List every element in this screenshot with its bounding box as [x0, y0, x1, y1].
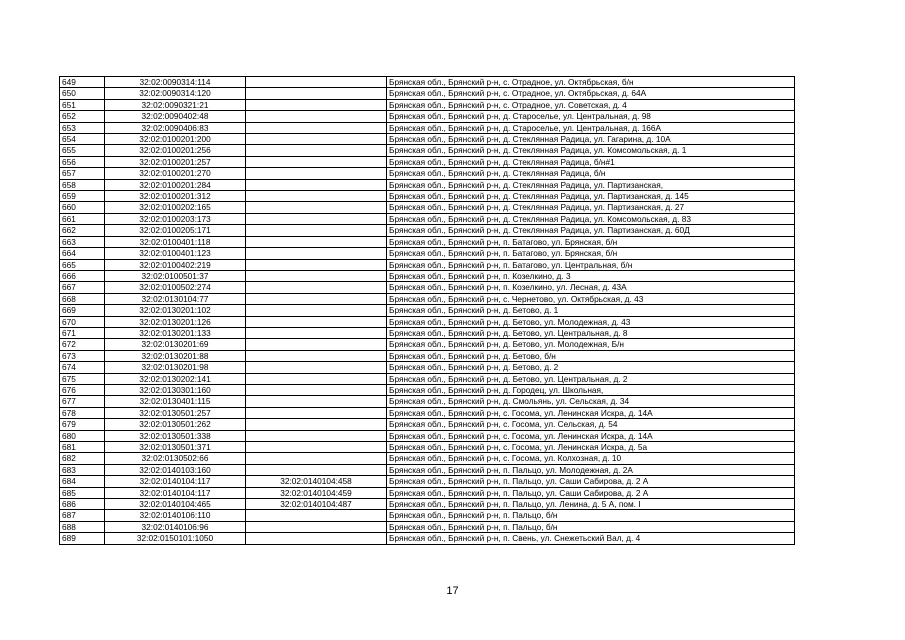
table-row: [60, 202, 795, 213]
address-cell: Брянская обл., Брянский р-н, с. Отрадное, ул. Советская, д. 4: [387, 99, 795, 110]
table-row: [60, 419, 795, 430]
cadastral-number-cell: 32:02:0140103:160: [105, 464, 246, 475]
related-cadastral-number-cell: [246, 225, 387, 236]
row-number-cell: 689: [60, 533, 105, 544]
row-number-cell: 682: [60, 453, 105, 464]
address-cell: Брянская обл., Брянский р-н, п. Козелкино, д. 3: [387, 270, 795, 281]
related-cadastral-number-cell: [246, 293, 387, 304]
related-cadastral-number-cell: [246, 77, 387, 88]
row-number-cell: 649: [60, 77, 105, 88]
address-cell: Брянская обл., Брянский р-н, д. Стеклянная Радица, ул. Гагарина, д. 10А: [387, 134, 795, 145]
related-cadastral-number-cell: [246, 134, 387, 145]
related-cadastral-number-cell: [246, 270, 387, 281]
row-number-cell: 669: [60, 305, 105, 316]
table-row: [60, 362, 795, 373]
table-row: [60, 282, 795, 293]
related-cadastral-number-cell: [246, 362, 387, 373]
address-cell: Брянская обл., Брянский р-н, п. Батагово, ул. Центральная, б/н: [387, 259, 795, 270]
address-cell: Брянская обл., Брянский р-н, д. Стеклянная Радица, ул. Партизанская,: [387, 179, 795, 190]
cadastral-number-cell: 32:02:0130201:88: [105, 350, 246, 361]
address-cell: Брянская обл., Брянский р-н, п. Батагово, ул. Брянская, б/н: [387, 236, 795, 247]
cadastral-number-cell: 32:02:0100202:165: [105, 202, 246, 213]
address-cell: Брянская обл., Брянский р-н, д. Стеклянная Радица, ул. Партизанская, д. 60Д: [387, 225, 795, 236]
table-row: [60, 191, 795, 202]
row-number-cell: 679: [60, 419, 105, 430]
address-cell: Брянская обл., Брянский р-н, с. Госома, ул. Колхозная, д. 10: [387, 453, 795, 464]
cadastral-number-cell: 32:02:0130401:115: [105, 396, 246, 407]
table-row: [60, 510, 795, 521]
address-cell: Брянская обл., Брянский р-н, д. Бетово, д. 1: [387, 305, 795, 316]
cadastral-number-cell: 32:02:0150101:1050: [105, 533, 246, 544]
related-cadastral-number-cell: [246, 111, 387, 122]
table-row: [60, 316, 795, 327]
row-number-cell: 658: [60, 179, 105, 190]
address-cell: Брянская обл., Брянский р-н, д. Стеклянная Радица, ул. Комсомольская, д. 83: [387, 213, 795, 224]
related-cadastral-number-cell: [246, 384, 387, 395]
table-row: [60, 179, 795, 190]
related-cadastral-number-cell: [246, 419, 387, 430]
address-cell: Брянская обл., Брянский р-н, п. Пальцо, ул. Саши Сабирова, д. 2 А: [387, 487, 795, 498]
address-cell: Брянская обл., Брянский р-н, п. Пальцо, ул. Ленина, д. 5 А, пом. I: [387, 499, 795, 510]
row-number-cell: 665: [60, 259, 105, 270]
table-row: [60, 533, 795, 544]
row-number-cell: 680: [60, 430, 105, 441]
table-row: [60, 396, 795, 407]
address-cell: Брянская обл., Брянский р-н, с. Отрадное, ул. Октябрьская, д. 64А: [387, 88, 795, 99]
related-cadastral-number-cell: [246, 533, 387, 544]
cadastral-number-cell: 32:02:0100201:284: [105, 179, 246, 190]
row-number-cell: 667: [60, 282, 105, 293]
table-row: [60, 77, 795, 88]
address-cell: Брянская обл., Брянский р-н, с. Госома, ул. Ленинская Искра, д. 14А: [387, 430, 795, 441]
row-number-cell: 676: [60, 384, 105, 395]
row-number-cell: 688: [60, 521, 105, 532]
table-row: [60, 111, 795, 122]
address-cell: Брянская обл., Брянский р-н, с. Госома, ул. Ленинская Искра, д. 5а: [387, 442, 795, 453]
row-number-cell: 675: [60, 373, 105, 384]
row-number-cell: 685: [60, 487, 105, 498]
table-row: [60, 339, 795, 350]
address-cell: Брянская обл., Брянский р-н, д. Староселье, ул. Центральная, д. 98: [387, 111, 795, 122]
page-number: 17: [446, 585, 459, 597]
cadastral-number-cell: 32:02:0100401:118: [105, 236, 246, 247]
address-cell: Брянская обл., Брянский р-н, д. Стеклянная Радица, ул. Партизанская, д. 27: [387, 202, 795, 213]
table-row: [60, 225, 795, 236]
row-number-cell: 663: [60, 236, 105, 247]
cadastral-number-cell: 32:02:0100201:257: [105, 156, 246, 167]
table-row: [60, 145, 795, 156]
cadastral-number-cell: 32:02:0130501:257: [105, 407, 246, 418]
address-cell: Брянская обл., Брянский р-н, д. Смольянь, ул. Сельская, д. 34: [387, 396, 795, 407]
related-cadastral-number-cell: [246, 99, 387, 110]
row-number-cell: 666: [60, 270, 105, 281]
address-cell: Брянская обл., Брянский р-н, п. Свень, ул. Снежетьский Вал, д. 4: [387, 533, 795, 544]
related-cadastral-number-cell: [246, 442, 387, 453]
related-cadastral-number-cell: [246, 407, 387, 418]
row-number-cell: 677: [60, 396, 105, 407]
table-row: [60, 407, 795, 418]
row-number-cell: 670: [60, 316, 105, 327]
row-number-cell: 656: [60, 156, 105, 167]
table-row: [60, 236, 795, 247]
address-cell: Брянская обл., Брянский р-н, д. Бетово, ул. Молодежная, д. 43: [387, 316, 795, 327]
table-row: [60, 213, 795, 224]
row-number-cell: 664: [60, 248, 105, 259]
cadastral-number-cell: 32:02:0090402:48: [105, 111, 246, 122]
table-row: [60, 373, 795, 384]
row-number-cell: 661: [60, 213, 105, 224]
cadastral-number-cell: 32:02:0140106:96: [105, 521, 246, 532]
cadastral-number-cell: 32:02:0130501:371: [105, 442, 246, 453]
row-number-cell: 681: [60, 442, 105, 453]
cadastral-number-cell: 32:02:0100201:270: [105, 168, 246, 179]
address-cell: Брянская обл., Брянский р-н, с. Госома, ул. Сельская, д. 54: [387, 419, 795, 430]
table-row: [60, 248, 795, 259]
address-cell: Брянская обл., Брянский р-н, п. Пальцо, б/н: [387, 510, 795, 521]
table-row: [60, 327, 795, 338]
row-number-cell: 668: [60, 293, 105, 304]
table-row: [60, 384, 795, 395]
cadastral-number-cell: 32:02:0100501:37: [105, 270, 246, 281]
table-row: [60, 476, 795, 487]
cadastral-number-cell: 32:02:0130502:66: [105, 453, 246, 464]
cadastral-number-cell: 32:02:0100201:200: [105, 134, 246, 145]
related-cadastral-number-cell: [246, 122, 387, 133]
table-row: [60, 442, 795, 453]
table-row: [60, 122, 795, 133]
address-cell: Брянская обл., Брянский р-н, п. Пальцо, ул. Молодежная, д. 2А: [387, 464, 795, 475]
address-cell: Брянская обл., Брянский р-н, д. Бетово, д. 2: [387, 362, 795, 373]
row-number-cell: 683: [60, 464, 105, 475]
related-cadastral-number-cell: [246, 259, 387, 270]
related-cadastral-number-cell: [246, 156, 387, 167]
table-row: [60, 305, 795, 316]
address-cell: Брянская обл., Брянский р-н, п. Козелкино, ул. Лесная, д. 43А: [387, 282, 795, 293]
address-cell: Брянская обл., Брянский р-н, д. Бетово, ул. Молодежная, Б/н: [387, 339, 795, 350]
row-number-cell: 660: [60, 202, 105, 213]
related-cadastral-number-cell: [246, 305, 387, 316]
row-number-cell: 655: [60, 145, 105, 156]
related-cadastral-number-cell: [246, 453, 387, 464]
related-cadastral-number-cell: [246, 145, 387, 156]
cadastral-number-cell: 32:02:0140104:117: [105, 476, 246, 487]
related-cadastral-number-cell: [246, 316, 387, 327]
address-cell: Брянская обл., Брянский р-н, п. Пальцо, ул. Саши Сабирова, д. 2 А: [387, 476, 795, 487]
cadastral-number-cell: 32:02:0100401:123: [105, 248, 246, 259]
registry-table: [59, 76, 795, 545]
related-cadastral-number-cell: [246, 282, 387, 293]
related-cadastral-number-cell: [246, 202, 387, 213]
address-cell: Брянская обл., Брянский р-н, д. Староселье, ул. Центральная, д. 166А: [387, 122, 795, 133]
related-cadastral-number-cell: [246, 88, 387, 99]
related-cadastral-number-cell: [246, 213, 387, 224]
cadastral-number-cell: 32:02:0130104:77: [105, 293, 246, 304]
row-number-cell: 650: [60, 88, 105, 99]
row-number-cell: 653: [60, 122, 105, 133]
cadastral-number-cell: 32:02:0100203:173: [105, 213, 246, 224]
related-cadastral-number-cell: 32:02:0140104:459: [246, 487, 387, 498]
address-cell: Брянская обл., Брянский р-н, д. Стеклянная Радица, б/н: [387, 168, 795, 179]
table-row: [60, 156, 795, 167]
row-number-cell: 687: [60, 510, 105, 521]
row-number-cell: 672: [60, 339, 105, 350]
table-row: [60, 168, 795, 179]
row-number-cell: 654: [60, 134, 105, 145]
table-row: [60, 88, 795, 99]
row-number-cell: 686: [60, 499, 105, 510]
row-number-cell: 651: [60, 99, 105, 110]
address-cell: Брянская обл., Брянский р-н, д. Городец, ул. Школьная,: [387, 384, 795, 395]
cadastral-number-cell: 32:02:0100502:274: [105, 282, 246, 293]
address-cell: Брянская обл., Брянский р-н, п. Батагово, ул. Брянская, б/н: [387, 248, 795, 259]
cadastral-number-cell: 32:02:0090314:114: [105, 77, 246, 88]
address-cell: Брянская обл., Брянский р-н, д. Бетово, ул. Центральная, д. 2: [387, 373, 795, 384]
related-cadastral-number-cell: [246, 339, 387, 350]
cadastral-number-cell: 32:02:0090321:21: [105, 99, 246, 110]
cadastral-number-cell: 32:02:0100402:219: [105, 259, 246, 270]
cadastral-number-cell: 32:02:0090406:83: [105, 122, 246, 133]
related-cadastral-number-cell: [246, 327, 387, 338]
related-cadastral-number-cell: [246, 373, 387, 384]
row-number-cell: 652: [60, 111, 105, 122]
address-cell: Брянская обл., Брянский р-н, д. Стеклянная Радица, ул. Комсомольская, д. 1: [387, 145, 795, 156]
address-cell: Брянская обл., Брянский р-н, д. Стеклянная Радица, б/н#1: [387, 156, 795, 167]
related-cadastral-number-cell: 32:02:0140104:458: [246, 476, 387, 487]
table-row: [60, 521, 795, 532]
related-cadastral-number-cell: [246, 430, 387, 441]
row-number-cell: 659: [60, 191, 105, 202]
table-row: [60, 259, 795, 270]
related-cadastral-number-cell: [246, 191, 387, 202]
related-cadastral-number-cell: [246, 510, 387, 521]
address-cell: Брянская обл., Брянский р-н, п. Пальцо, б/н: [387, 521, 795, 532]
cadastral-number-cell: 32:02:0140104:117: [105, 487, 246, 498]
table-row: [60, 134, 795, 145]
related-cadastral-number-cell: [246, 248, 387, 259]
cadastral-number-cell: 32:02:0130201:69: [105, 339, 246, 350]
table-row: [60, 499, 795, 510]
related-cadastral-number-cell: [246, 521, 387, 532]
address-cell: Брянская обл., Брянский р-н, с. Отрадное, ул. Октябрьская, б/н: [387, 77, 795, 88]
address-cell: Брянская обл., Брянский р-н, д. Бетово, б/н: [387, 350, 795, 361]
table-row: [60, 487, 795, 498]
row-number-cell: 684: [60, 476, 105, 487]
cadastral-number-cell: 32:02:0140106:110: [105, 510, 246, 521]
table-row: [60, 453, 795, 464]
cadastral-number-cell: 32:02:0100201:312: [105, 191, 246, 202]
cadastral-number-cell: 32:02:0130201:102: [105, 305, 246, 316]
row-number-cell: 674: [60, 362, 105, 373]
related-cadastral-number-cell: [246, 236, 387, 247]
cadastral-number-cell: 32:02:0130501:262: [105, 419, 246, 430]
cadastral-number-cell: 32:02:0140104:465: [105, 499, 246, 510]
table-row: [60, 99, 795, 110]
row-number-cell: 657: [60, 168, 105, 179]
address-cell: Брянская обл., Брянский р-н, с. Чернетово, ул. Октябрьская, д. 43: [387, 293, 795, 304]
table-row: [60, 350, 795, 361]
related-cadastral-number-cell: [246, 168, 387, 179]
cadastral-number-cell: 32:02:0130202:141: [105, 373, 246, 384]
related-cadastral-number-cell: [246, 350, 387, 361]
cadastral-number-cell: 32:02:0090314:120: [105, 88, 246, 99]
related-cadastral-number-cell: [246, 464, 387, 475]
related-cadastral-number-cell: [246, 396, 387, 407]
cadastral-number-cell: 32:02:0130201:126: [105, 316, 246, 327]
table-row: [60, 464, 795, 475]
row-number-cell: 673: [60, 350, 105, 361]
table-row: [60, 430, 795, 441]
table-row: [60, 293, 795, 304]
row-number-cell: 671: [60, 327, 105, 338]
address-cell: Брянская обл., Брянский р-н, с. Госома, ул. Ленинская Искра, д. 14А: [387, 407, 795, 418]
cadastral-number-cell: 32:02:0130201:133: [105, 327, 246, 338]
related-cadastral-number-cell: [246, 179, 387, 190]
row-number-cell: 678: [60, 407, 105, 418]
cadastral-number-cell: 32:02:0100201:256: [105, 145, 246, 156]
related-cadastral-number-cell: 32:02:0140104:487: [246, 499, 387, 510]
cadastral-number-cell: 32:02:0130301:160: [105, 384, 246, 395]
registry-table-body: [60, 77, 795, 545]
cadastral-number-cell: 32:02:0100205:171: [105, 225, 246, 236]
address-cell: Брянская обл., Брянский р-н, д. Стеклянная Радица, ул. Партизанская, д. 145: [387, 191, 795, 202]
table-row: [60, 270, 795, 281]
address-cell: Брянская обл., Брянский р-н, д. Бетово, ул. Центральная, д. 8: [387, 327, 795, 338]
row-number-cell: 662: [60, 225, 105, 236]
cadastral-number-cell: 32:02:0130501:338: [105, 430, 246, 441]
cadastral-number-cell: 32:02:0130201:98: [105, 362, 246, 373]
